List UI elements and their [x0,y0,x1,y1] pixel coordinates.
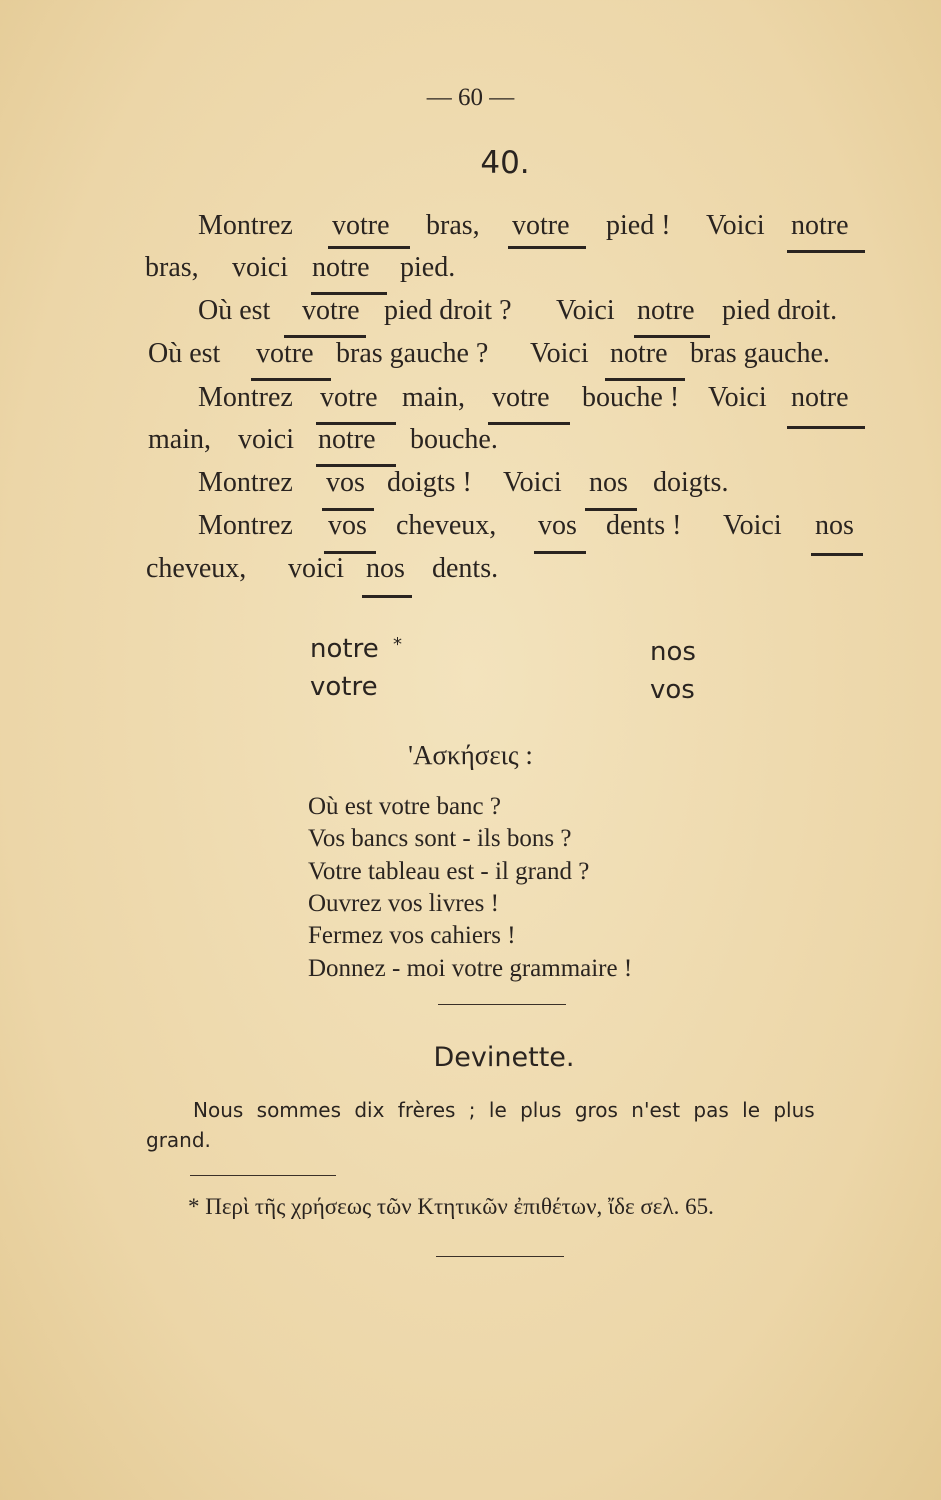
divider [438,1004,566,1005]
word: main, [402,382,465,413]
underline [508,246,586,249]
riddle-line: grand. [146,1128,211,1152]
exercises-title: 'Ασκήσεις : [408,740,533,770]
word: bras gauche. [690,338,830,369]
word: nos [366,553,405,584]
word: cheveux, [396,510,497,541]
text-line [0,424,941,468]
word: nos [589,467,628,498]
underline [605,378,685,381]
word: Où est [198,295,271,326]
word: Voici [708,382,767,413]
exercise-item: Ouvrez vos livres ! [308,890,499,917]
grammar-vos: vos [650,675,695,705]
word: dents ! [606,510,682,541]
text-line [0,338,941,382]
grammar-votre: votre [310,672,378,702]
word: voici [232,252,288,283]
word: notre [610,338,668,369]
underline [251,378,331,381]
text-line [0,382,941,426]
word: notre [791,210,849,241]
word: voici [288,553,344,584]
word: Voici [706,210,765,241]
word: main, [148,424,211,455]
word: voici [238,424,294,455]
grammar-notre [310,634,402,664]
word: vos [328,510,367,541]
word: notre [318,424,376,455]
text-line [0,252,941,296]
divider [436,1256,564,1257]
word: pied droit ? [384,295,512,326]
underline [362,595,412,598]
word: Voici [723,510,782,541]
page-number: — 60 — [426,84,515,111]
underline [328,246,410,249]
word: nos [815,510,854,541]
word: vos [538,510,577,541]
riddle-title: Devinette. [433,1042,575,1073]
word: Montrez [198,210,293,241]
word: pied ! [606,210,671,241]
text-line [0,210,941,254]
grammar-word: notre [310,634,379,664]
exercise-item: Vos bancs sont - ils bons ? [308,825,572,852]
word: Voici [530,338,589,369]
exercise-item: Donnez - moi votre grammaire ! [308,955,633,982]
exercise-item: Votre tableau est - il grand ? [308,858,590,885]
exercise-item: Fermez vos cahiers ! [308,922,516,949]
riddle-line: Nous sommes dix frères ; le plus gros n'est pas le plus [193,1098,815,1122]
word: bras gauche ? [336,338,489,369]
word: votre [512,210,570,241]
word: bouche ! [582,382,680,413]
word: doigts. [653,467,729,498]
word: cheveux, [146,553,247,584]
word: Montrez [198,382,293,413]
word: bras, [426,210,480,241]
text-line [0,553,941,597]
grammar-nos: nos [650,637,696,667]
word: Où est [148,338,221,369]
text-line [0,295,941,339]
word: Montrez [198,467,293,498]
word: bouche. [410,424,498,455]
word: vos [326,467,365,498]
footnote: * Περὶ τῆς χρήσεως τῶν Κτητικῶν ἐπιθέτων, ἴδε σελ. 65. [188,1194,714,1219]
exercise-item: Où est votre banc ? [308,793,501,820]
word: notre [637,295,695,326]
word: pied. [400,252,456,283]
word: votre [492,382,550,413]
asterisk: * [392,634,402,655]
word: bras, [145,252,199,283]
word: votre [320,382,378,413]
word: Voici [503,467,562,498]
word: Voici [556,295,615,326]
word: pied droit. [722,295,838,326]
word: notre [312,252,370,283]
word: votre [302,295,360,326]
footnote-rule [190,1175,336,1176]
word: dents. [432,553,499,584]
word: Montrez [198,510,293,541]
lesson-number: 40. [480,145,530,181]
word: doigts ! [387,467,472,498]
word: votre [332,210,390,241]
text-line [0,510,941,554]
word: notre [791,382,849,413]
word: votre [256,338,314,369]
text-line [0,467,941,511]
